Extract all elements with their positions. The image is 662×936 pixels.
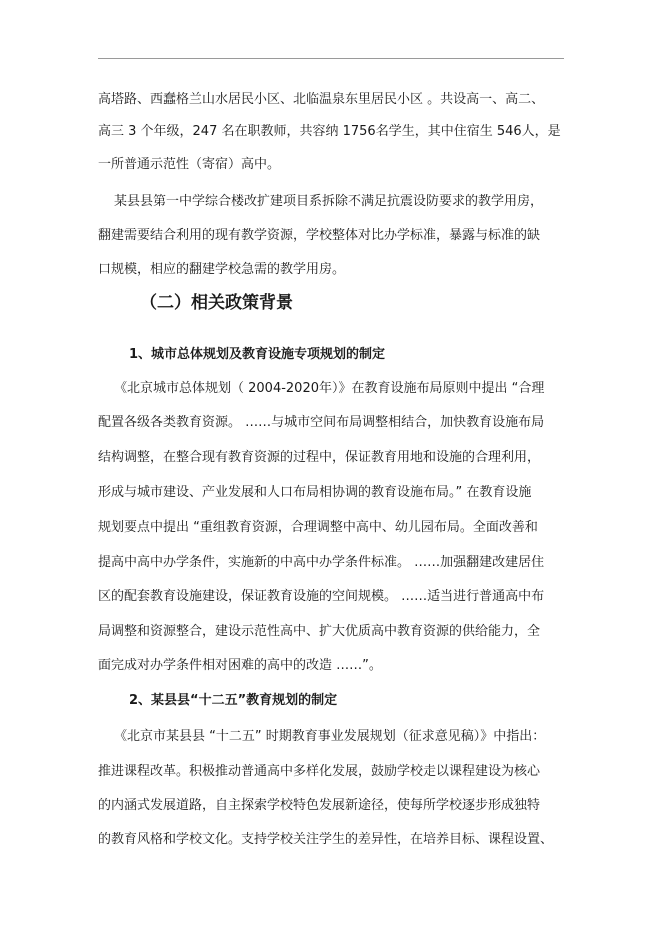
paragraph-line: 《北京市某县县 “十二五” 时期教育事业发展规划（征求意见稿）》中指出：: [114, 729, 546, 744]
paragraph-line: 《北京城市总体规划（ 2004-2020年）》在教育设施布局原则中提出 “合理: [114, 381, 545, 396]
paragraph-line: 翻建需要结合利用的现有教学资源，学校整体对比办学标准，暴露与标准的缺: [98, 228, 541, 243]
header-rule: [98, 58, 564, 59]
sub-heading: 2、某县县“十二五”教育规划的制定: [129, 693, 338, 708]
paragraph-line: 的教育风格和学校文化。支持学校关注学生的差异性，在培养目标、课程设置、: [98, 832, 554, 847]
paragraph-line: 某县县第一中学综合楼改扩建项目系拆除不满足抗震设防要求的教学用房，: [114, 194, 544, 209]
paragraph-line: 规划要点中提出 “重组教育资源，合理调整中高中、幼儿园布局。全面改善和: [98, 520, 538, 535]
paragraph-line: 高三 3 个年级，247 名在职教师，共容纳 1756名学生，其中住宿生 546人，是: [98, 124, 561, 139]
paragraph-line: 高塔路、西蠢格兰山水居民小区、北临温泉东里居民小区 。共设高一、高二、: [98, 92, 545, 107]
paragraph-line: 提高中高中办学条件，实施新的中高中办学条件标准。 ……加强翻建改建居住: [98, 555, 545, 570]
paragraph-line: 形成与城市建设、产业发展和人口布局相协调的教育设施布局。” 在教育设施: [98, 485, 532, 500]
paragraph-line: 面完成对办学条件相对困难的高中的改造 ……”。: [98, 658, 382, 673]
sub-heading: 1、城市总体规划及教育设施专项规划的制定: [129, 347, 386, 362]
paragraph-line: 口规模，相应的翻建学校急需的教学用房。: [98, 262, 346, 277]
paragraph-line: 配置各级各类教育资源。 ……与城市空间布局调整相结合，加快教育设施布局: [98, 415, 545, 430]
paragraph-line: 结构调整，在整合现有教育资源的过程中，保证教育用地和设施的合理利用，: [98, 450, 541, 465]
paragraph-line: 区的配套教育设施建设，保证教育设施的空间规模。 ……适当进行普通高中布: [98, 589, 545, 604]
paragraph-line: 局调整和资源整合，建设示范性高中、扩大优质高中教育资源的供给能力，全: [98, 624, 541, 639]
paragraph-line: 推进课程改革。积极推动普通高中多样化发展，鼓励学校走以课程建设为核心: [98, 764, 541, 779]
paragraph-line: 一所普通示范性（寄宿）高中。: [98, 157, 281, 172]
paragraph-line: 的内涵式发展道路，自主探索学校特色发展新途径，使每所学校逐步形成独特: [98, 798, 541, 813]
section-heading: （二）相关政策背景: [140, 293, 293, 313]
